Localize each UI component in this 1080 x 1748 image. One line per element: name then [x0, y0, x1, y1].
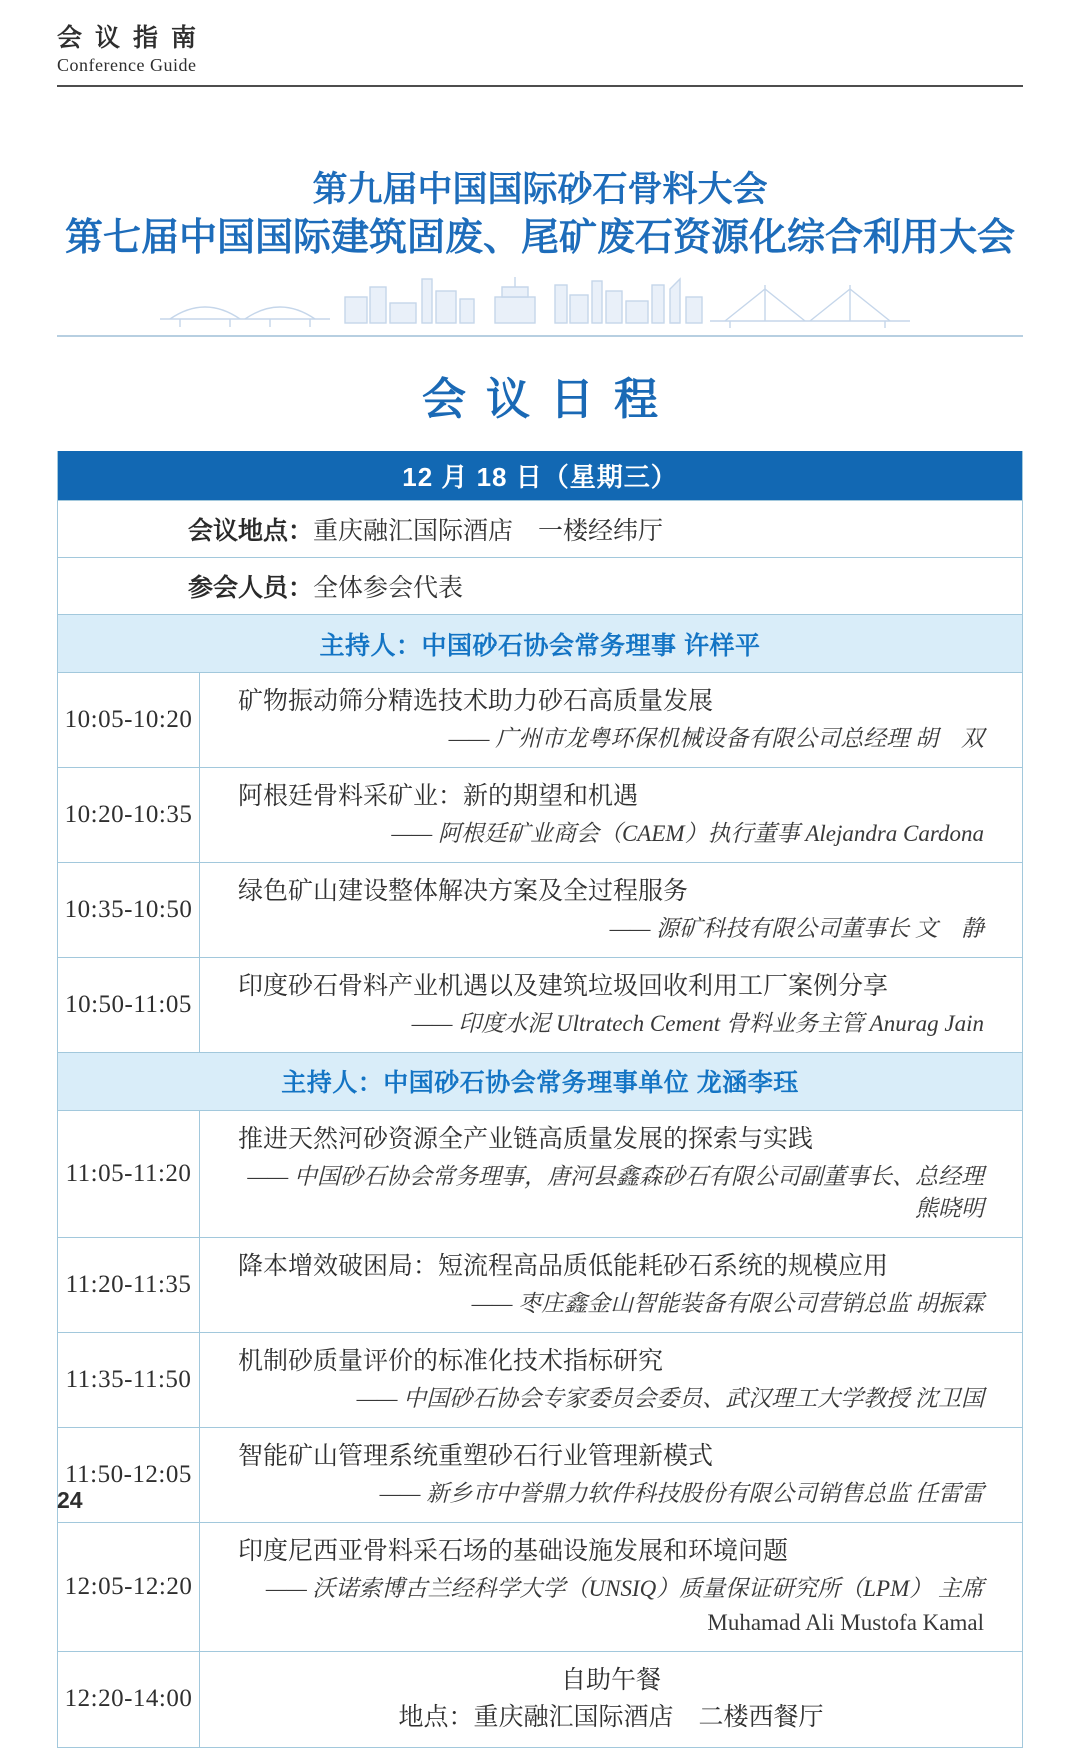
schedule-table	[57, 451, 1023, 1748]
session-title: 阿根廷骨料采矿业：新的期望和机遇	[238, 783, 639, 811]
lunch-content	[200, 1652, 1022, 1747]
session-time: 11:35-11:50	[58, 1333, 200, 1427]
masthead-divider	[57, 85, 1023, 87]
session-title: 印度尼西亚骨料采石场的基础设施发展和环境问题	[238, 1537, 789, 1565]
skyline-divider	[57, 335, 1023, 337]
masthead	[57, 22, 1023, 87]
conference-title-line2: 第七届中国国际建筑固废、尾矿废石资源化综合利用大会	[64, 216, 1015, 259]
schedule-row-talk	[58, 1427, 1022, 1522]
lunch-line: 自助午餐	[560, 1666, 661, 1694]
session-title: 智能矿山管理系统重塑砂石行业管理新模式	[238, 1442, 714, 1470]
schedule-row-talk	[58, 767, 1022, 862]
info-label: 会议地点：	[188, 517, 314, 546]
session-time: 11:05-11:20	[58, 1111, 200, 1237]
info-row	[58, 501, 673, 557]
page-number: 24	[57, 1487, 83, 1513]
lunch-line: 地点：重庆融汇国际酒店 二楼西餐厅	[398, 1704, 824, 1732]
session-speaker: —— 新乡市中誉鼎力软件科技股份有限公司销售总监 任雷雷	[379, 1480, 984, 1506]
session-speaker: —— 印度水泥 Ultratech Cement 骨料业务主管 Anurag Jain	[411, 1010, 984, 1036]
info-row	[58, 558, 473, 614]
session-time: 10:35-10:50	[58, 863, 200, 957]
schedule-date-header	[58, 451, 1022, 500]
session-content	[200, 1111, 1022, 1237]
session-speaker: —— 中国砂石协会专家委员会委员、武汉理工大学教授 沈卫国	[356, 1385, 984, 1411]
session-time: 12:20-14:00	[58, 1652, 200, 1747]
moderator-label: 主持人：中国砂石协会常务理事单位 龙涵李珏	[281, 1069, 799, 1098]
schedule-row-talk	[58, 1522, 1022, 1651]
session-time: 11:20-11:35	[58, 1238, 200, 1332]
session-time: 10:50-11:05	[58, 958, 200, 1052]
session-content	[200, 958, 1022, 1052]
session-content	[200, 1238, 1022, 1332]
conference-title-line1: 第九届中国国际砂石骨料大会	[312, 169, 768, 209]
session-time: 10:05-10:20	[58, 673, 200, 767]
session-speaker: —— 中国砂石协会常务理事，唐河县鑫森砂石有限公司副董事长、总经理 熊晓明	[247, 1163, 984, 1221]
schedule-row-info	[58, 500, 1022, 557]
schedule-row-talk	[58, 1110, 1022, 1237]
session-title: 降本增效破困局：短流程高品质低能耗砂石系统的规模应用	[238, 1252, 889, 1280]
session-content	[200, 1523, 1022, 1651]
session-speaker: —— 广州市龙粤环保机械设备有限公司总经理 胡 双	[448, 725, 984, 751]
session-title: 推进天然河砂资源全产业链高质量发展的探索与实践	[238, 1125, 814, 1153]
info-value: 全体参会代表	[313, 575, 464, 603]
session-content	[200, 673, 1022, 767]
schedule-row-talk	[58, 957, 1022, 1052]
session-title: 印度砂石骨料产业机遇以及建筑垃圾回收利用工厂案例分享	[238, 972, 889, 1000]
session-content	[200, 1333, 1022, 1427]
section-title: 会议日程	[422, 375, 678, 425]
moderator-label: 主持人：中国砂石协会常务理事 许样平	[319, 631, 761, 660]
session-content	[200, 1428, 1022, 1522]
info-label: 参会人员：	[188, 574, 314, 603]
session-speaker: —— 枣庄鑫金山智能装备有限公司营销总监 胡振霖	[471, 1290, 984, 1316]
session-speaker: —— 源矿科技有限公司董事长 文 静	[609, 915, 984, 941]
schedule-row-talk	[58, 1332, 1022, 1427]
conference-title-block	[57, 167, 1023, 263]
schedule-row-info	[58, 557, 1022, 614]
session-title: 机制砂质量评价的标准化技术指标研究	[238, 1347, 664, 1375]
session-speaker: —— 沃诺索博古兰经科学大学（UNSIQ）质量保证研究所（LPM） 主席	[265, 1575, 984, 1601]
schedule-row-lunch	[58, 1651, 1022, 1747]
masthead-title-en: Conference Guide	[57, 54, 197, 75]
masthead-title-zh: 会议指南	[57, 24, 210, 52]
session-time: 12:05-12:20	[58, 1523, 200, 1651]
session-content	[200, 863, 1022, 957]
schedule-row-talk	[58, 672, 1022, 767]
session-speaker: —— 阿根廷矿业商会（CAEM）执行董事 Alejandra Cardona	[391, 820, 984, 846]
schedule-row-talk	[58, 862, 1022, 957]
schedule-date-text: 12 月 18 日（星期三）	[402, 462, 678, 493]
session-content	[200, 768, 1022, 862]
session-title: 矿物振动筛分精选技术助力砂石高质量发展	[238, 688, 714, 716]
session-speaker-name: Muhamad Ali Mustofa Kamal	[707, 1609, 984, 1635]
info-value: 重庆融汇国际酒店 一楼经纬厅	[313, 518, 664, 546]
skyline-decoration	[57, 275, 1023, 337]
schedule-row-moderator	[58, 1052, 1022, 1110]
schedule-row-moderator	[58, 614, 1022, 672]
city-skyline-icon	[150, 275, 930, 333]
session-time: 10:20-10:35	[58, 768, 200, 862]
schedule-row-talk	[58, 1237, 1022, 1332]
session-time: 11:50-12:05	[58, 1428, 200, 1522]
session-title: 绿色矿山建设整体解决方案及全过程服务	[238, 877, 689, 905]
